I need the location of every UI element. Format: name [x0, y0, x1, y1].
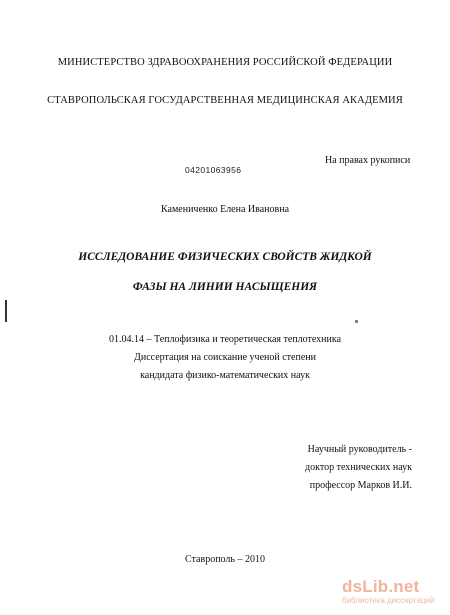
dissertation-title-line-1: ИССЛЕДОВАНИЕ ФИЗИЧЕСКИХ СВОЙСТВ ЖИДКОЙ [78, 251, 372, 263]
advisor-role: Научный руководитель - [307, 444, 412, 455]
watermark-logo: dsLib.net [342, 577, 420, 596]
margin-mark [5, 300, 7, 322]
advisor-name: профессор Марков И.И. [309, 480, 412, 491]
dissertation-title-line-2: ФАЗЫ НА ЛИНИИ НАСЫЩЕНИЯ [132, 281, 318, 293]
city-year: Ставрополь – 2010 [185, 554, 265, 565]
advisor-degree: доктор технических наук [305, 462, 412, 473]
watermark [342, 578, 440, 605]
ministry-heading: МИНИСТЕРСТВО ЗДРАВООХРАНЕНИЯ РОССИЙСКОЙ ФЕДЕРАЦИИ [57, 57, 393, 68]
scan-artifact [355, 320, 358, 323]
inventory-number: 04201063956 [185, 165, 242, 175]
manuscript-note: На правах рукописи [325, 155, 411, 166]
academy-heading: СТАВРОПОЛЬСКАЯ ГОСУДАРСТВЕННАЯ МЕДИЦИНСКАЯ АКАДЕМИЯ [47, 95, 403, 106]
specialty-code: 01.04.14 – Теплофизика и теоретическая теплотехника [108, 334, 342, 345]
degree-sought: кандидата физико-математических наук [140, 370, 310, 381]
watermark-tagline: библиотека диссертаций [342, 596, 435, 605]
author-name: Камениченко Елена Ивановна [160, 204, 290, 215]
dissertation-purpose: Диссертация на соискание ученой степени [134, 352, 316, 363]
